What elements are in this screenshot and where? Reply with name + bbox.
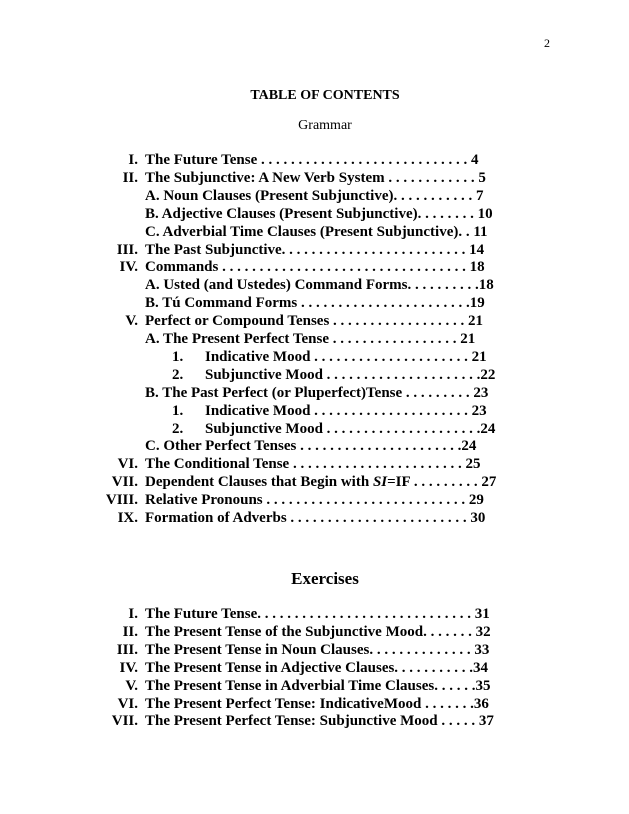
section-title-exercises: Exercises [291,569,359,588]
toc-entry-text: Formation of Adverbs . . . . . . . . . . . . . . . . . . . . . . . . 30 [145,510,486,526]
toc-entry-number: VIII. [105,492,138,509]
toc-entry-text: The Past Subjunctive. . . . . . . . . . . . . . . . . . . . . . . . . 14 [145,241,485,258]
toc-entry[interactable] [0,473,629,491]
toc-subsubentry-number: 1. [172,348,184,365]
toc-entry-text: The Subjunctive: A New Verb System . . . . . . . . . . . . 5 [145,169,486,186]
toc-subentry-text: A. Noun Clauses (Present Subjunctive). . . . . . . . . . . 7 [145,187,484,204]
toc-subsubentry-number: 1. [172,402,184,419]
toc-entry-text-part: Dependent Clauses that Begin with [145,474,373,491]
toc-subsubentry-text: Subjunctive Mood . . . . . . . . . . . . . . . . . . . . .22 [205,366,496,383]
toc-entry-number: VII. [111,713,138,730]
section-title-grammar: Grammar [298,118,352,133]
toc-entry[interactable] [0,205,629,223]
toc-subsubentry-text: Indicative Mood . . . . . . . . . . . . . . . . . . . . . 23 [205,402,487,419]
toc-entry[interactable] [0,276,629,294]
toc-subentry-text: B. Adjective Clauses (Present Subjunctive). . . . . . . . 10 [145,205,493,222]
toc-entry-number: I. [128,152,138,168]
toc-entry-text: The Present Perfect Tense: Subjunctive Mood . . . . . 37 [145,713,494,730]
page-number: 2 [544,36,550,50]
toc-subentry-text: A. The Present Perfect Tense . . . . . . . . . . . . . . . . . 21 [145,331,476,347]
toc-entry-number: VI. [117,695,138,712]
toc-subsubentry-number: 2. [172,420,184,437]
toc-entry-number: II. [122,623,138,640]
toc-entry[interactable] [0,223,629,241]
toc-entry-text-part: =IF . . . . . . . . . 27 [387,474,497,491]
toc-entry-number: III. [116,241,138,258]
toc-entry-number: IX. [117,510,138,526]
toc-entry[interactable] [0,659,629,677]
toc-entry-text: The Conditional Tense . . . . . . . . . . . . . . . . . . . . . . . 25 [145,456,481,473]
toc-entry-text: Commands . . . . . . . . . . . . . . . . . . . . . . . . . . . . . . . . . 18 [145,259,485,276]
toc-entry[interactable] [0,348,629,366]
toc-entry[interactable] [0,294,629,312]
toc-entry-text: The Present Tense in Noun Clauses. . . . . . . . . . . . . . 33 [145,641,490,658]
toc-entry-text: The Present Tense in Adjective Clauses. . . . . . . . . . .34 [145,659,489,676]
toc-entry-text: The Present Perfect Tense: IndicativeMood . . . . . . .36 [145,695,489,712]
toc-entry-text: The Present Tense in Adverbial Time Clauses. . . . . .35 [145,677,491,694]
toc-entry[interactable] [0,509,629,527]
toc-entry[interactable] [0,384,629,402]
toc-entry-text [145,473,496,491]
toc-entry[interactable] [0,258,629,276]
toc-entry[interactable] [0,330,629,348]
toc-entry-number: II. [122,169,138,186]
toc-entry-number: IV. [119,259,138,276]
toc-entry-text: The Present Tense of the Subjunctive Mood. . . . . . . 32 [145,623,491,640]
toc-entry[interactable] [0,366,629,384]
toc-entry[interactable] [0,455,629,473]
toc-entry[interactable] [0,695,629,713]
toc-entry-text: Perfect or Compound Tenses . . . . . . . . . . . . . . . . . . 21 [145,313,484,330]
toc-entry-number: III. [116,641,138,658]
toc-entry[interactable] [0,169,629,187]
toc-entry-number: VII. [111,474,138,491]
toc-entry[interactable] [0,437,629,455]
toc-entry-number: V. [125,677,138,694]
toc-subentry-text: A. Usted (and Ustedes) Command Forms. . . . . . . . . .18 [145,277,494,294]
toc-subentry-text: C. Other Perfect Tenses . . . . . . . . . . . . . . . . . . . . . .24 [145,438,477,455]
toc-entry[interactable] [0,402,629,420]
toc-subsubentry-text: Subjunctive Mood . . . . . . . . . . . . . . . . . . . . .24 [205,420,496,437]
toc-subentry-text: B. Tú Command Forms . . . . . . . . . . . . . . . . . . . . . . .19 [145,295,485,312]
toc-entry-number: V. [125,313,138,330]
toc-entry[interactable] [0,491,629,509]
toc-entry[interactable] [0,187,629,205]
toc-entry-text: The Future Tense. . . . . . . . . . . . . . . . . . . . . . . . . . . . . 31 [145,606,490,622]
toc-subsubentry-number: 2. [172,366,184,383]
toc-entry[interactable] [0,312,629,330]
toc-entry-text: Relative Pronouns . . . . . . . . . . . . . . . . . . . . . . . . . . . 29 [145,492,484,509]
toc-entry[interactable] [0,641,629,659]
toc-entry[interactable] [0,605,629,623]
toc-entry-text-italic: SI [372,474,388,491]
toc-subentry-text: B. The Past Perfect (or Pluperfect)Tense . . . . . . . . . 23 [145,384,489,401]
toc-entry-number: I. [128,606,138,622]
toc-entry[interactable] [0,241,629,259]
toc-entry[interactable] [0,677,629,695]
toc-entry-text: The Future Tense . . . . . . . . . . . . . . . . . . . . . . . . . . . . 4 [145,152,479,168]
toc-entry[interactable] [0,151,629,169]
toc-entry-number: IV. [119,659,138,676]
toc-entry[interactable] [0,623,629,641]
toc-entry[interactable] [0,420,629,438]
toc-subsubentry-text: Indicative Mood . . . . . . . . . . . . . . . . . . . . . 21 [205,348,487,365]
toc-entry-number: VI. [117,456,138,473]
page-title: TABLE OF CONTENTS [250,88,400,103]
toc-entry[interactable] [0,712,629,730]
toc-subentry-text: C. Adverbial Time Clauses (Present Subjunctive). . 11 [145,223,488,240]
